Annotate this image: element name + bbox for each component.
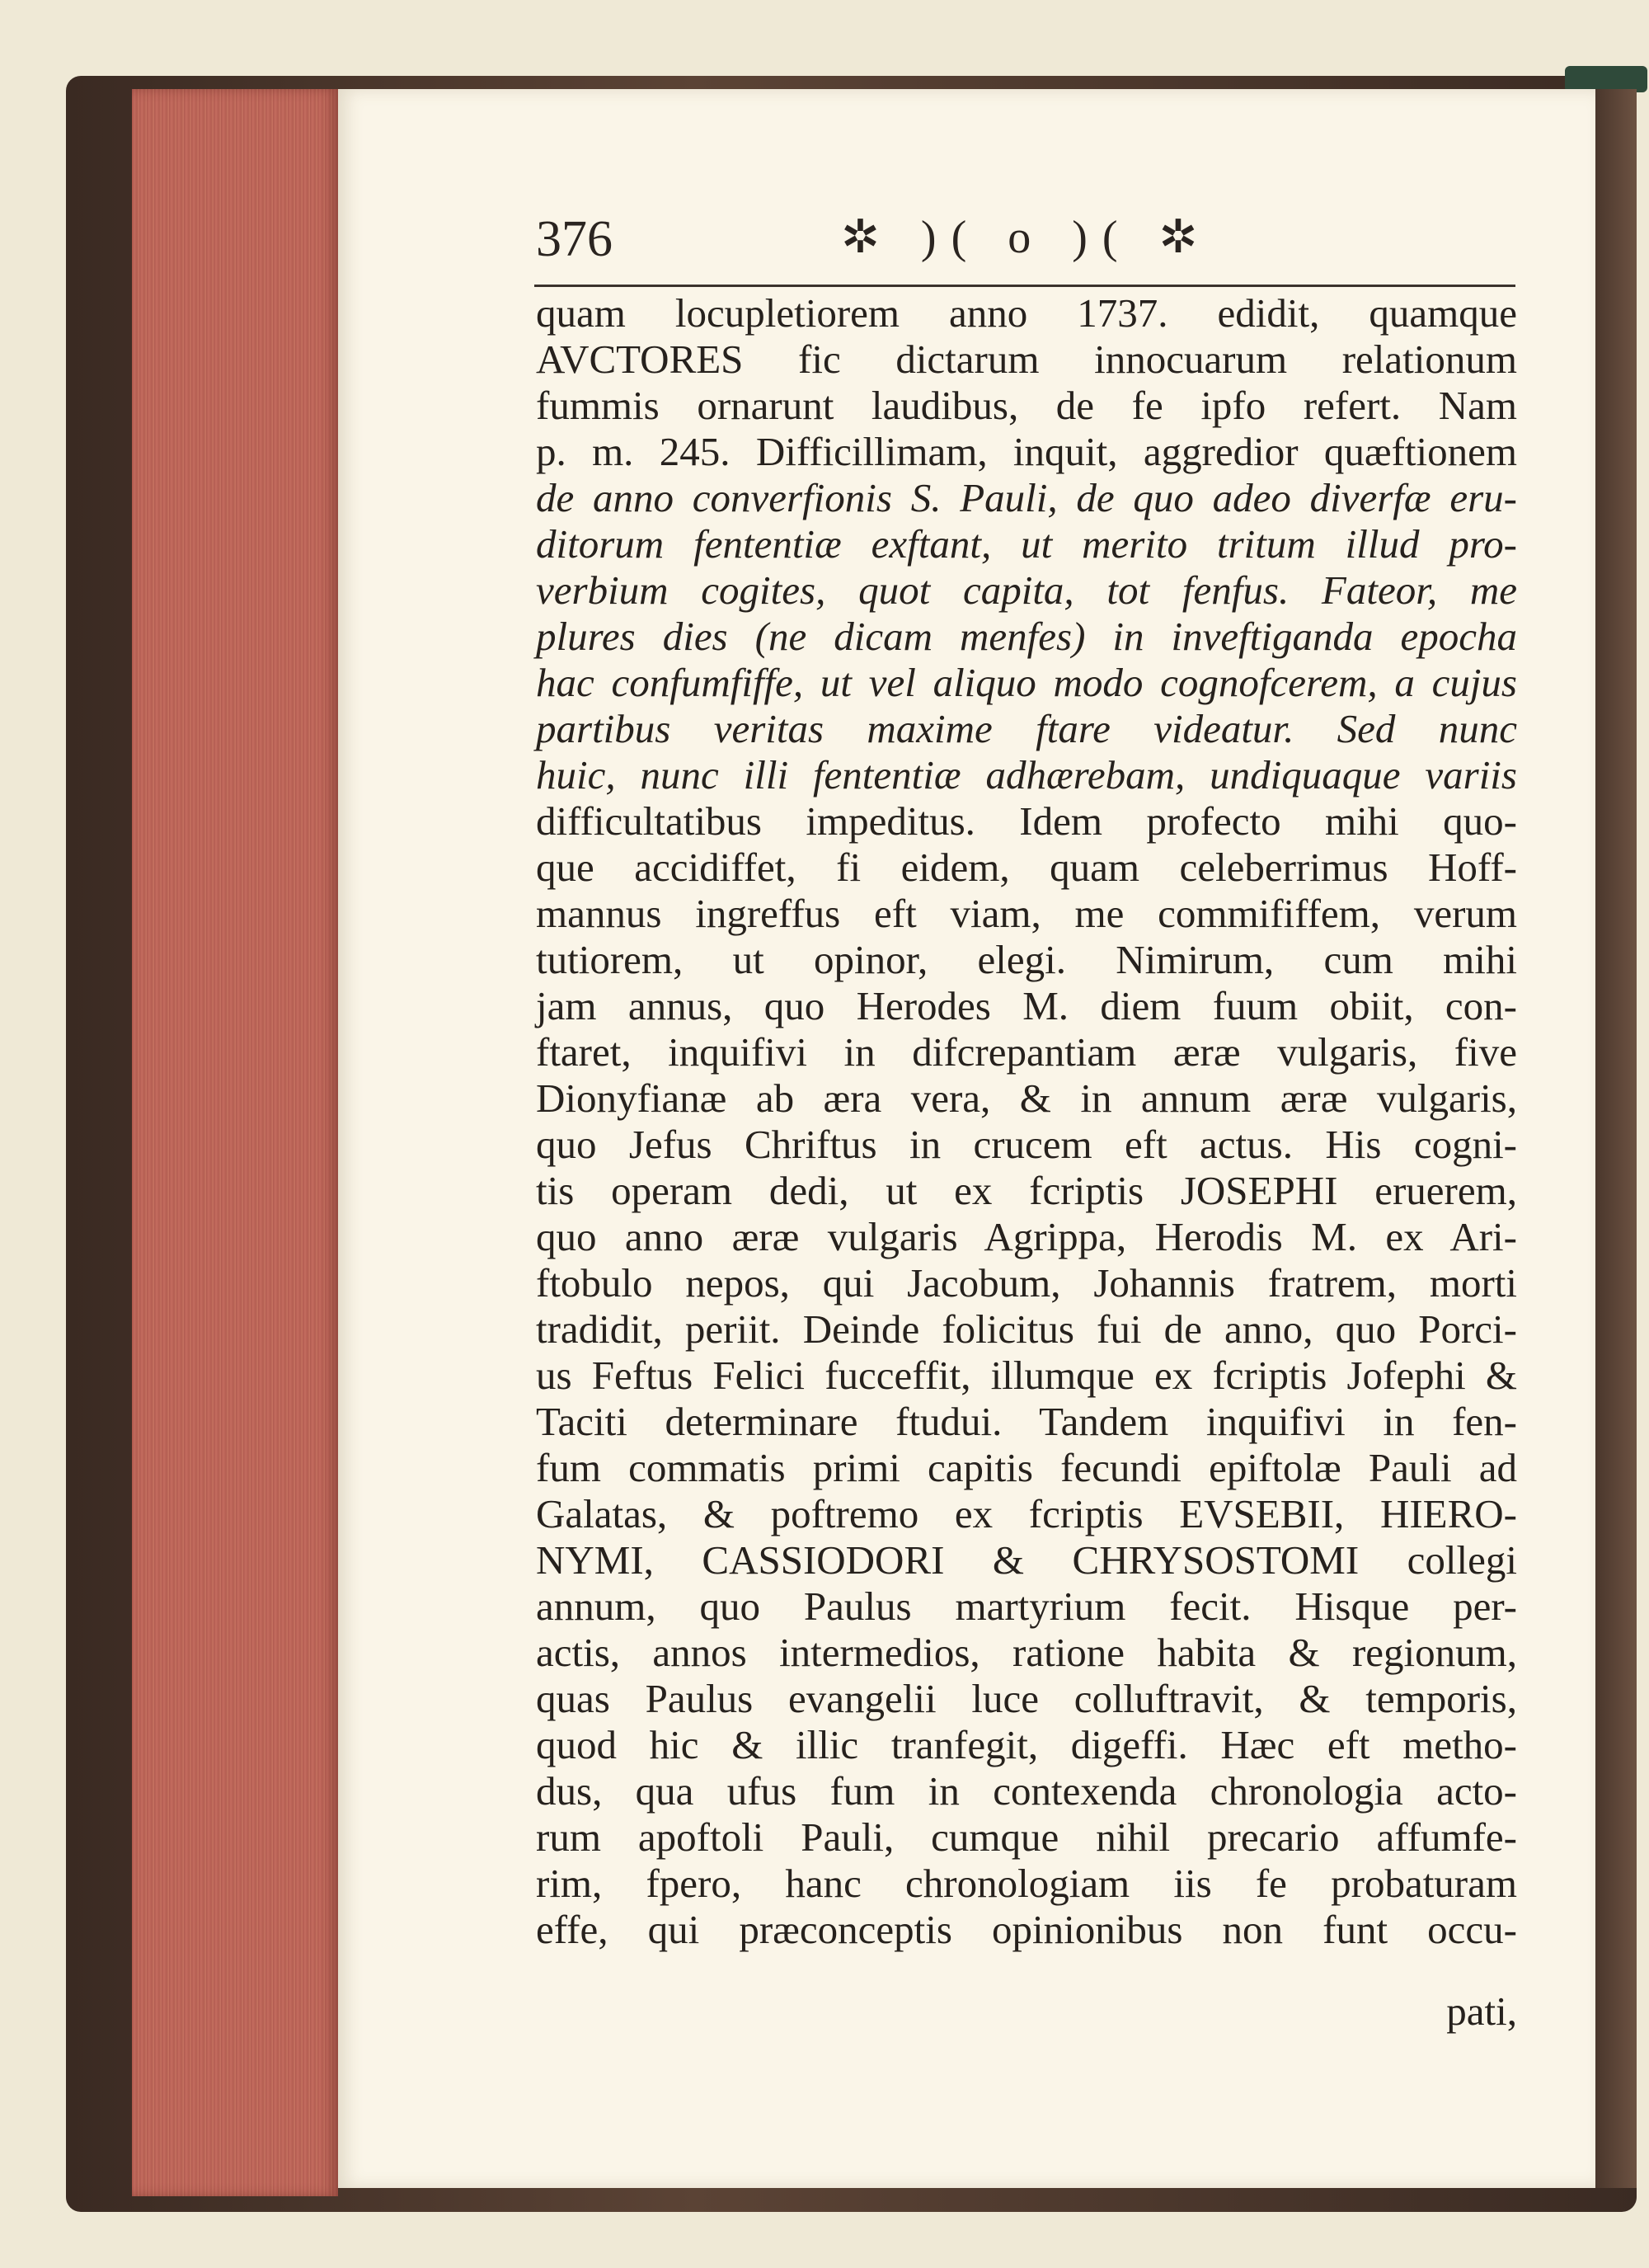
text-line: partibus veritas maxime ftare videatur. Sed nunc <box>536 706 1517 751</box>
text-line: p. m. 245. Difficillimam, inquit, aggredior quæftionem <box>536 429 1517 474</box>
page-edges <box>132 89 338 2196</box>
text-line: tradidit, periit. Deinde folicitus fui de anno, quo Porci- <box>536 1306 1517 1352</box>
text-line: annum, quo Paulus martyrium fecit. Hisque per- <box>536 1583 1517 1629</box>
text-line: mannus ingreffus eft viam, me commififfem, verum <box>536 891 1517 936</box>
text-line: AVCTORES fic dictarum innocuarum relationum <box>536 336 1517 382</box>
text-line: NYMI, CASSIODORI & CHRYSOSTOMI collegi <box>536 1537 1517 1583</box>
text-line: quod hic & illic tranfegit, digeffi. Hæc eft metho- <box>536 1722 1517 1767</box>
text-line: quo anno æræ vulgaris Agrippa, Herodis M. ex Ari- <box>536 1214 1517 1259</box>
text-line: Dionyfianæ ab æra vera, & in annum æræ vulgaris, <box>536 1075 1517 1121</box>
text-line: us Feftus Felici fucceffit, illumque ex fcriptis Jofephi & <box>536 1353 1517 1398</box>
text-line: tutiorem, ut opinor, elegi. Nimirum, cum mihi <box>536 937 1517 982</box>
catchword: pati, <box>1446 1988 1517 2034</box>
text-line: fummis ornarunt laudibus, de fe ipfo refert. Nam <box>536 383 1517 428</box>
facing-page-edge <box>1595 89 1637 2188</box>
text-line: ditorum fententiæ exftant, ut merito tritum illud pro- <box>536 521 1517 567</box>
text-line: difficultatibus impeditus. Idem profecto mihi quo- <box>536 798 1517 844</box>
text-line: quam locupletiorem anno 1737. edidit, quamque <box>536 290 1517 336</box>
text-line: de anno converfionis S. Pauli, de quo adeo diverfæ eru- <box>536 475 1517 520</box>
header-rule <box>534 285 1515 287</box>
text-line: Taciti determinare ftudui. Tandem inquifivi in fen- <box>536 1399 1517 1444</box>
text-line: effe, qui præconceptis opinionibus non funt occu- <box>536 1907 1517 1952</box>
text-line: rum apoftoli Pauli, cumque nihil precario affumfe- <box>536 1814 1517 1860</box>
text-line: verbium cogites, quot capita, tot fenfus. Fateor, me <box>536 567 1517 613</box>
text-line: quo Jefus Chriftus in crucem eft actus. His cogni- <box>536 1122 1517 1167</box>
text-line: huic, nunc illi fententiæ adhærebam, undiquaque variis <box>536 752 1517 798</box>
text-line: Galatas, & poftremo ex fcriptis EVSEBII, HIERO- <box>536 1491 1517 1536</box>
text-line: dus, qua ufus fum in contexenda chronologia acto- <box>536 1768 1517 1814</box>
body-text <box>536 290 1517 1953</box>
text-line: jam annus, quo Herodes M. diem fuum obiit, con- <box>536 983 1517 1028</box>
text-line: plures dies (ne dicam menfes) in inveftiganda epocha <box>536 614 1517 659</box>
text-line: ftaret, inquifivi in difcrepantiam æræ vulgaris, five <box>536 1029 1517 1075</box>
text-line: rim, fpero, hanc chronologiam iis fe probaturam <box>536 1861 1517 1906</box>
text-line: actis, annos intermedios, ratione habita & regionum, <box>536 1630 1517 1675</box>
header-ornament: ✲ )( o )( ✲ <box>841 212 1213 263</box>
text-line: hac confumfiffe, ut vel aliquo modo cognofcerem, a cujus <box>536 660 1517 705</box>
page-number: 376 <box>536 211 613 267</box>
text-line: tis operam dedi, ut ex fcriptis JOSEPHI eruerem, <box>536 1168 1517 1213</box>
text-line: quas Paulus evangelii luce colluftravit, & temporis, <box>536 1676 1517 1721</box>
text-line: que accidiffet, fi eidem, quam celeberrimus Hoff- <box>536 845 1517 890</box>
text-line: fum commatis primi capitis fecundi epiftolæ Pauli ad <box>536 1445 1517 1490</box>
text-line: ftobulo nepos, qui Jacobum, Johannis fratrem, morti <box>536 1260 1517 1306</box>
